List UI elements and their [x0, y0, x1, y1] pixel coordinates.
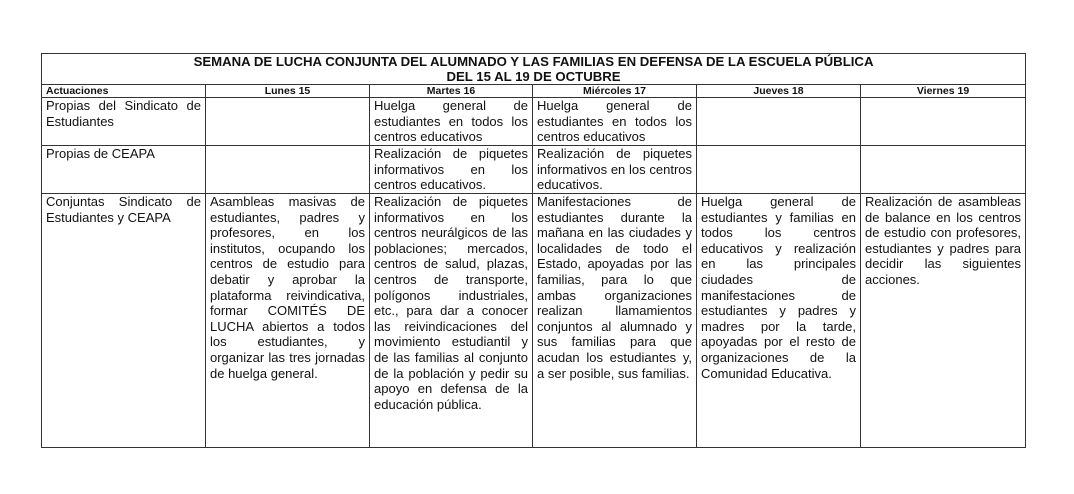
table-title	[42, 54, 1026, 85]
row-label: Conjuntas Sindicato de Estudiantes y CEAPA	[42, 194, 206, 448]
cell-martes: Realización de piquetes informativos en los centros neurálgicos de las poblaciones; mercados, centros de salud, plazas, centros de transporte, polígonos industriales, etc., para dar a conocer las reivindicaciones del movimiento estudiantil y de las familias al conjunto de la población y pedir su apoyo en defensa de la educación pública.	[370, 194, 533, 448]
table-row	[42, 98, 1026, 146]
cell-viernes: Realización de asambleas de balance en los centros de estudio con profesores, estudiantes y padres para decidir las siguientes acciones.	[861, 194, 1026, 448]
table-row	[42, 146, 1026, 194]
header-actuaciones: Actuaciones	[42, 85, 206, 98]
table-row	[42, 194, 1026, 448]
row-label: Propias del Sindicato de Estudiantes	[42, 98, 206, 146]
cell-viernes	[861, 146, 1026, 194]
cell-lunes	[206, 146, 370, 194]
row-label: Propias de CEAPA	[42, 146, 206, 194]
cell-lunes	[206, 98, 370, 146]
cell-miercoles: Realización de piquetes informativos en los centros educativos.	[533, 146, 697, 194]
cell-lunes: Asambleas masivas de estudiantes, padres y profesores, en los institutos, ocupando los centros de estudio para debatir y aprobar la plataforma reivindicativa, formar COMITÉS DE LUCHA abiertos a todos los estudiantes, y organizar las tres jornadas de huelga general.	[206, 194, 370, 448]
header-viernes: Viernes 19	[861, 85, 1026, 98]
cell-jueves: Huelga general de estudiantes y familias en todos los centros educativos y realización en las principales ciudades de manifestaciones de estudiantes y padres y madres por la tarde, apoyadas por el resto de organizaciones de la Comunidad Educativa.	[697, 194, 861, 448]
header-martes: Martes 16	[370, 85, 533, 98]
cell-martes: Realización de piquetes informativos en los centros educativos.	[370, 146, 533, 194]
title-line-1: SEMANA DE LUCHA CONJUNTA DEL ALUMNADO Y LAS FAMILIAS EN DEFENSA DE LA ESCUELA PÚBLICA	[193, 54, 874, 69]
title-row	[42, 54, 1026, 85]
cell-miercoles: Huelga general de estudiantes en todos los centros educativos	[533, 98, 697, 146]
header-lunes: Lunes 15	[206, 85, 370, 98]
header-row	[42, 85, 1026, 98]
cell-viernes	[861, 98, 1026, 146]
cell-martes: Huelga general de estudiantes en todos los centros educativos	[370, 98, 533, 146]
title-line-2: DEL 15 AL 19 DE OCTUBRE	[446, 69, 621, 84]
cell-miercoles: Manifestaciones de estudiantes durante la mañana en las ciudades y localidades de todo el Estado, apoyadas por las familias, para lo que ambas organizaciones realizan llamamientos conjuntos al alumnado y sus familias para que acudan los estudiantes y, a ser posible, sus familias.	[533, 194, 697, 448]
header-jueves: Jueves 18	[697, 85, 861, 98]
cell-jueves	[697, 98, 861, 146]
cell-jueves	[697, 146, 861, 194]
schedule-table	[41, 53, 1026, 448]
header-miercoles: Miércoles 17	[533, 85, 697, 98]
